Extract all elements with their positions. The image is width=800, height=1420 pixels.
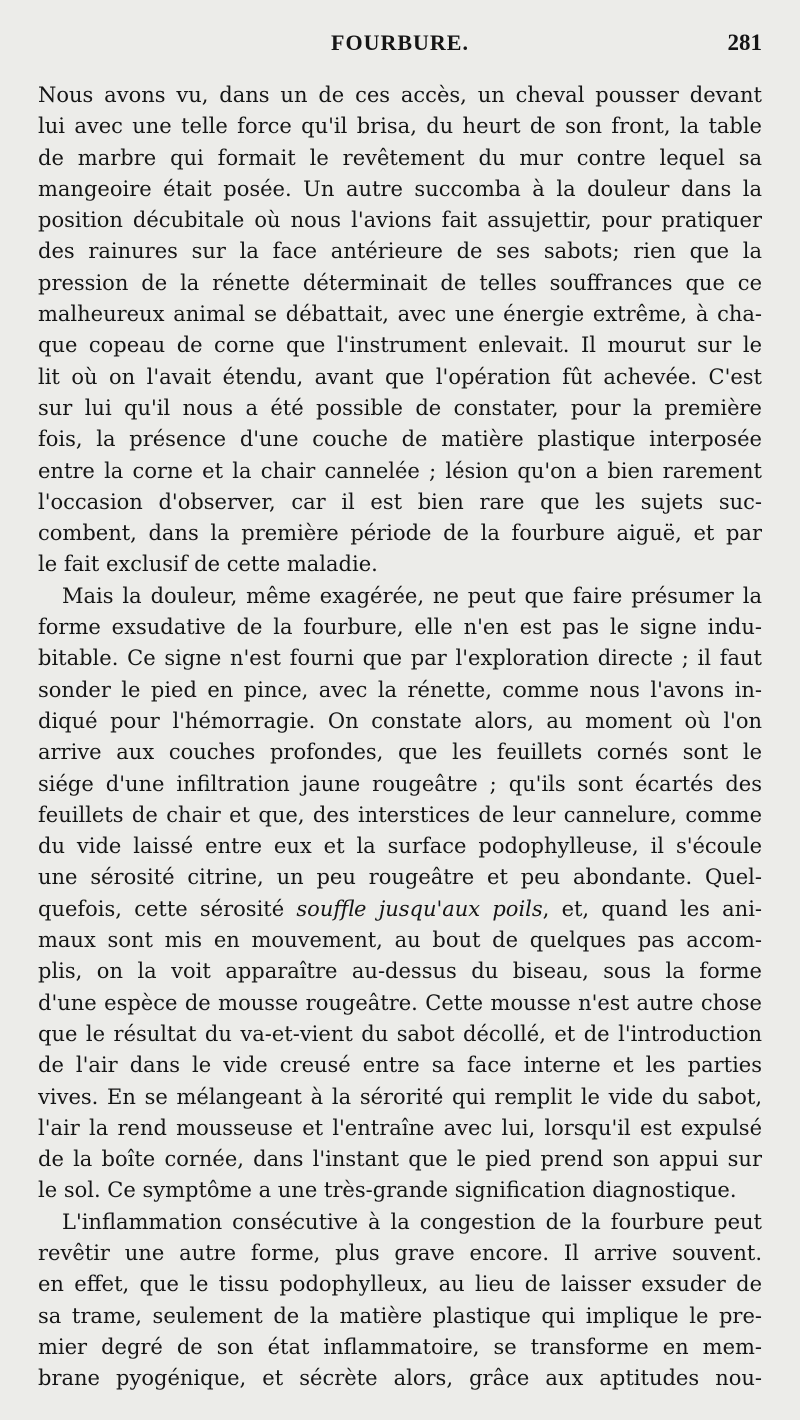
- text-line: sur lui qu'il nous a été possible de constater, pour la première: [38, 395, 762, 420]
- text-line: le fait exclusif de cette maladie.: [38, 552, 378, 577]
- text-line: sonder le pied en pince, avec la rénette, comme nous l'avons in-: [38, 677, 762, 702]
- text-line: d'une espèce de mousse rougeâtre. Cette mousse n'est autre chose: [38, 990, 762, 1015]
- text-line: maux sont mis en mouvement, au bout de quelques pas accom-: [38, 928, 762, 953]
- line-text-after: , et, quand les ani-: [542, 896, 762, 921]
- text-line: en effet, que le tissu podophylleux, au lieu de laisser exsuder de: [38, 1272, 762, 1297]
- body-text: [38, 80, 762, 1394]
- text-line: malheureux animal se débattait, avec une énergie extrême, à cha-: [38, 302, 762, 327]
- text-line: vives. En se mélangeant à la sérorité qui remplit le vide du sabot,: [38, 1084, 762, 1109]
- text-line: feuillets de chair et que, des interstices de leur cannelure, comme: [38, 802, 762, 827]
- paragraph-1: [38, 80, 762, 581]
- line-text-before: quefois, cette sérosité: [38, 896, 285, 921]
- running-title: FOURBURE.: [331, 30, 469, 55]
- text-line: position décubitale où nous l'avions fait assujettir, pour pratiquer: [38, 208, 762, 233]
- text-line: de l'air dans le vide creusé entre sa face interne et les parties: [38, 1053, 762, 1078]
- page-number: 281: [727, 30, 762, 55]
- text-line: de marbre qui formait le revêtement du mur contre lequel sa: [38, 145, 762, 170]
- text-line: fois, la présence d'une couche de matière plastique interposée: [38, 427, 762, 452]
- text-line-with-italic: [38, 894, 762, 925]
- italic-phrase: souffle jusqu'aux poils: [296, 896, 543, 921]
- text-line: entre la corne et la chair cannelée ; lésion qu'on a bien rarement: [38, 458, 762, 483]
- text-line: arrive aux couches profondes, que les feuillets cornés sont le: [38, 740, 762, 765]
- text-line: diqué pour l'hémorragie. On constate alors, au moment où l'on: [38, 708, 762, 733]
- text-line: le sol. Ce symptôme a une très-grande signification diagnostique.: [38, 1178, 737, 1203]
- text-line: que le résultat du va-et-vient du sabot décollé, et de l'introduction: [38, 1021, 762, 1046]
- text-line: mier degré de son état inflammatoire, se transforme en mem-: [38, 1334, 762, 1359]
- text-line: plis, on la voit apparaître au-dessus du biseau, sous la forme: [38, 959, 762, 984]
- text-line: siége d'une infiltration jaune rougeâtre ; qu'ils sont écartés des: [38, 771, 762, 796]
- text-line: lit où on l'avait étendu, avant que l'opération fût achevée. C'est: [38, 364, 762, 389]
- text-line: sa trame, seulement de la matière plastique qui implique le pre-: [38, 1303, 762, 1328]
- text-line: Mais la douleur, même exagérée, ne peut que faire présumer la: [62, 583, 762, 608]
- text-line: des rainures sur la face antérieure de ses sabots; rien que la: [38, 239, 762, 264]
- text-line: L'inflammation consécutive à la congestion de la fourbure peut: [62, 1209, 762, 1234]
- text-line: lui avec une telle force qu'il brisa, du heurt de son front, la table: [38, 114, 762, 139]
- text-line: de la boîte cornée, dans l'instant que le pied prend son appui sur: [38, 1147, 762, 1172]
- paragraph-2: [38, 581, 762, 1207]
- text-line: revêtir une autre forme, plus grave encore. Il arrive souvent.: [38, 1240, 762, 1265]
- text-line: l'air la rend mousseuse et l'entraîne avec lui, lorsqu'il est expulsé: [38, 1115, 762, 1140]
- text-line: du vide laissé entre eux et la surface podophylleuse, il s'écoule: [38, 834, 762, 859]
- text-line: mangeoire était posée. Un autre succomba à la douleur dans la: [38, 176, 762, 201]
- text-line: combent, dans la première période de la fourbure aiguë, et par: [38, 521, 762, 546]
- text-line: brane pyogénique, et sécrète alors, grâce aux aptitudes nou-: [38, 1366, 762, 1391]
- running-head: [38, 30, 762, 62]
- text-line: pression de la rénette déterminait de telles souffrances que ce: [38, 270, 762, 295]
- text-line: forme exsudative de la fourbure, elle n'en est pas le signe indu-: [38, 615, 762, 640]
- text-line: une sérosité citrine, un peu rougeâtre et peu abondante. Quel-: [38, 865, 762, 890]
- text-line: Nous avons vu, dans un de ces accès, un cheval pousser devant: [38, 83, 762, 107]
- text-line: bitable. Ce signe n'est fourni que par l'exploration directe ; il faut: [38, 646, 762, 671]
- text-line: l'occasion d'observer, car il est bien rare que les sujets suc-: [38, 489, 762, 514]
- paragraph-3: [38, 1207, 762, 1395]
- text-line: que copeau de corne que l'instrument enlevait. Il mourut sur le: [38, 333, 762, 358]
